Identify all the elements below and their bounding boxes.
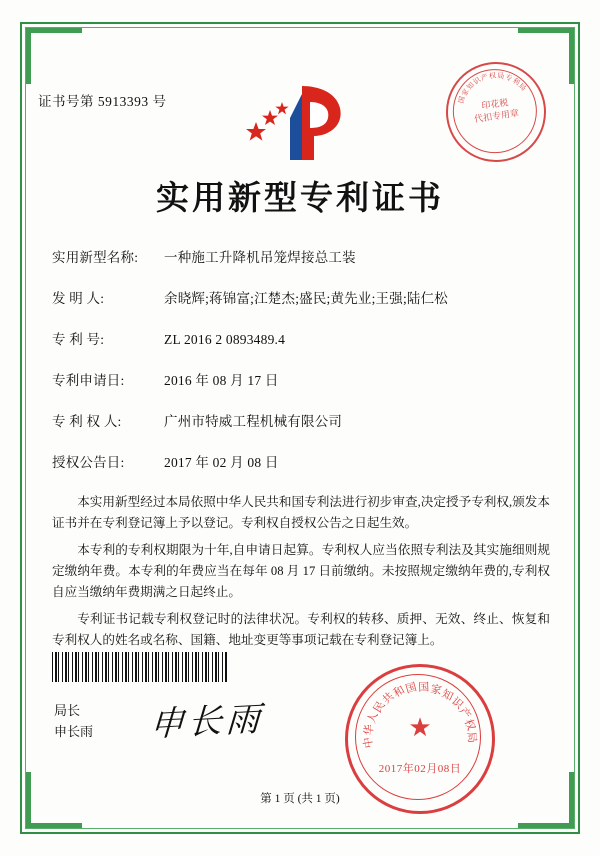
field-label: 专 利 权 人: bbox=[52, 414, 122, 429]
barcode bbox=[52, 652, 228, 682]
field-label: 发 明 人: bbox=[52, 291, 105, 306]
field-application-date bbox=[52, 369, 552, 389]
signature-block bbox=[54, 700, 93, 742]
legal-text bbox=[52, 492, 550, 657]
field-label: 授权公告日: bbox=[52, 455, 125, 470]
page-footer: 第 1 页 (共 1 页) bbox=[260, 793, 340, 805]
handwritten-signature: 申长雨 bbox=[148, 700, 265, 745]
field-value: 2016 年 08 月 17 日 bbox=[164, 373, 279, 388]
field-patent-number bbox=[52, 328, 552, 348]
field-value: 2017 年 02 月 08 日 bbox=[164, 455, 279, 470]
field-grant-announcement-date bbox=[52, 451, 552, 471]
tax-stamp-seal-center: 印花税 代扣专用章 bbox=[473, 97, 520, 125]
field-value: 广州市特威工程机械有限公司 bbox=[164, 414, 343, 429]
field-patentee bbox=[52, 410, 552, 430]
field-label: 实用新型名称: bbox=[52, 250, 139, 265]
legal-paragraph-1: 本实用新型经过本局依照中华人民共和国专利法进行初步审查,决定授予专利权,颁发本证书并在专利登记簿上予以登记。专利权自授权公告之日起生效。 bbox=[52, 495, 550, 530]
tax-stamp-seal bbox=[440, 56, 553, 169]
field-inventors bbox=[52, 287, 552, 307]
tax-stamp-seal-arc-text: 国 家 知 识 产 权 局 专 利 局 bbox=[457, 71, 528, 105]
field-list bbox=[52, 246, 552, 492]
field-value: 余晓辉;蒋锦富;江楚杰;盛民;黄先业;王强;陆仁松 bbox=[164, 291, 449, 306]
page-title: 实用新型专利证书 bbox=[156, 181, 444, 217]
certificate-number: 证书号第 5913393 号 bbox=[38, 94, 167, 109]
field-label: 专 利 号: bbox=[52, 332, 105, 347]
legal-paragraph-2: 本专利的专利权期限为十年,自申请日起算。专利权人应当依照专利法及其实施细则规定缴纳年费。本专利的年费应当在每年 08 月 17 日前缴纳。未按照规定缴纳年费的,专利权自应当缴纳年费期满之日起终止。 bbox=[52, 543, 550, 599]
field-value: ZL 2016 2 0893489.4 bbox=[164, 332, 286, 347]
field-value: 一种施工升降机吊笼焊接总工装 bbox=[164, 250, 356, 265]
seal-star-icon: ★ bbox=[408, 713, 432, 742]
corner-ornament-top-left bbox=[26, 28, 82, 84]
seal-date: 2017年02月08日 bbox=[378, 763, 462, 775]
field-label: 专利申请日: bbox=[52, 373, 125, 388]
official-seal: 中 华 人 民 共 和 国 国 家 知 识 产 权 局 ★ 2017年02月08日 bbox=[345, 664, 495, 814]
cnipa-logo-icon bbox=[240, 78, 360, 166]
legal-paragraph-3: 专利证书记载专利权登记时的法律状况。专利权的转移、质押、无效、终止、恢复和专利权人的姓名或名称、国籍、地址变更等事项记载在专利登记簿上。 bbox=[52, 612, 550, 647]
director-name: 申长雨 bbox=[54, 724, 94, 739]
director-title: 局长 bbox=[54, 703, 81, 718]
field-invention-name bbox=[52, 246, 552, 266]
